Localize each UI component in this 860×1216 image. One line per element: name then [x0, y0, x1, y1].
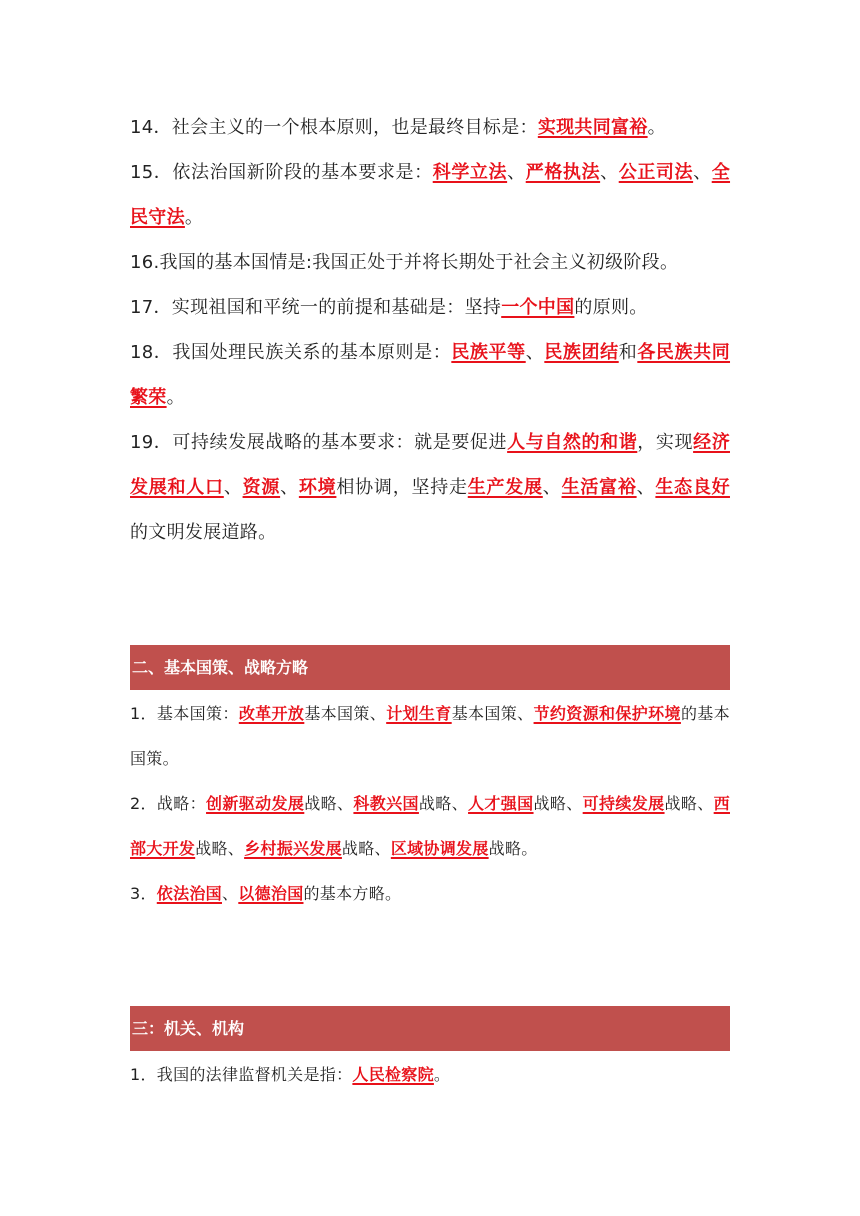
body-text: 战略、: [195, 839, 245, 858]
body-text: 的文明发展道路。: [130, 522, 277, 543]
point-14: [130, 105, 730, 150]
body-text: 。: [166, 387, 185, 408]
body-text: 、: [525, 342, 545, 363]
keyword-highlight: 实现共同富裕: [537, 117, 648, 138]
keyword-highlight: 人与自然的和谐: [507, 432, 638, 453]
keyword-highlight: 民族团结: [544, 342, 619, 363]
policy-point-3: [130, 871, 730, 916]
body-text: 。: [647, 117, 666, 138]
body-text: 基本国策、: [304, 704, 387, 723]
body-text: 和: [618, 342, 638, 363]
keyword-highlight: 生产发展: [467, 477, 543, 498]
keyword-highlight: 区域协调发展: [390, 839, 489, 858]
keyword-highlight: 一个中国: [501, 297, 575, 318]
body-text: 。: [433, 1065, 451, 1084]
keyword-highlight: 创新驱动发展: [206, 794, 305, 813]
keyword-highlight: 可持续发展: [582, 794, 665, 813]
body-text: 16.我国的基本国情是:我国正处于并将长期处于社会主义初级阶段。: [130, 252, 679, 273]
keyword-highlight: 计划生育: [386, 704, 452, 723]
body-text: 的基本方略。: [303, 884, 402, 903]
body-text: 的基本国策。: [130, 704, 730, 768]
keyword-highlight: 西部大开发: [130, 794, 730, 858]
body-text: 战略、: [304, 794, 354, 813]
keyword-highlight: 改革开放: [238, 704, 305, 723]
body-text: 的原则。: [574, 297, 648, 318]
keyword-highlight: 生态良好: [655, 477, 730, 498]
body-text: 、: [542, 477, 562, 498]
keyword-highlight: 经济发展和人口: [130, 432, 730, 498]
point-15: [130, 150, 730, 240]
body-text: 17．实现祖国和平统一的前提和基础是：坚持: [130, 297, 502, 318]
body-text: 相协调，坚持走: [336, 477, 468, 498]
institution-point-1: [130, 1052, 730, 1097]
keyword-highlight: 资源: [242, 477, 281, 498]
keyword-highlight: 科学立法: [432, 162, 508, 183]
body-text: 、: [507, 162, 526, 183]
body-text: 18．我国处理民族关系的基本原则是：: [130, 342, 452, 363]
body-text: 1．我国的法律监督机关是指：: [130, 1065, 353, 1084]
keyword-highlight: 科教兴国: [353, 794, 419, 813]
keyword-highlight: 乡村振兴发展: [244, 839, 342, 858]
body-text: 战略。: [488, 839, 538, 858]
body-text: 、: [636, 477, 656, 498]
keyword-highlight: 人民检察院: [352, 1065, 434, 1084]
keyword-highlight: 以德治国: [238, 884, 304, 903]
section-heading-policies: 二、基本国策、战略方略: [130, 645, 730, 690]
body-text: 15．依法治国新阶段的基本要求是：: [130, 162, 433, 183]
keyword-highlight: 各民族共同繁荣: [130, 342, 731, 408]
keyword-highlight: 民族平等: [451, 342, 526, 363]
body-text: 、: [693, 162, 712, 183]
body-text: 战略、: [341, 839, 391, 858]
policy-point-2: [130, 781, 730, 871]
point-19: [130, 420, 730, 555]
point-16: [130, 240, 730, 285]
body-text: 基本国策、: [451, 704, 534, 723]
body-text: 战略、: [418, 794, 469, 813]
body-text: 、: [221, 884, 239, 903]
body-text: 1．基本国策：: [130, 704, 239, 723]
body-text: 战略、: [664, 794, 714, 813]
body-text: 、: [223, 477, 243, 498]
body-text: 、: [600, 162, 619, 183]
point-18: [130, 330, 730, 420]
keyword-highlight: 严格执法: [525, 162, 601, 183]
body-text: 、: [280, 477, 299, 498]
keyword-highlight: 生活富裕: [561, 477, 637, 498]
body-text: 2．战略：: [130, 794, 207, 813]
keyword-highlight: 公正司法: [618, 162, 694, 183]
keyword-highlight: 节约资源和保护环境: [533, 704, 681, 723]
body-text: 。: [184, 207, 204, 228]
keyword-highlight: 全民守法: [130, 162, 731, 228]
section-heading-institutions: 三：机关、机构: [130, 1006, 730, 1051]
body-text: 3．: [130, 884, 157, 903]
body-text: 19．可持续发展战略的基本要求：就是要促进: [130, 432, 508, 453]
policy-point-1: [130, 691, 730, 781]
body-text: 14．社会主义的一个根本原则，也是最终目标是：: [130, 117, 538, 138]
keyword-highlight: 环境: [298, 477, 337, 498]
keyword-highlight: 人才强国: [468, 794, 534, 813]
body-text: ，实现: [637, 432, 694, 453]
body-text: 战略、: [533, 794, 583, 813]
point-17: [130, 285, 730, 330]
keyword-highlight: 依法治国: [156, 884, 222, 903]
